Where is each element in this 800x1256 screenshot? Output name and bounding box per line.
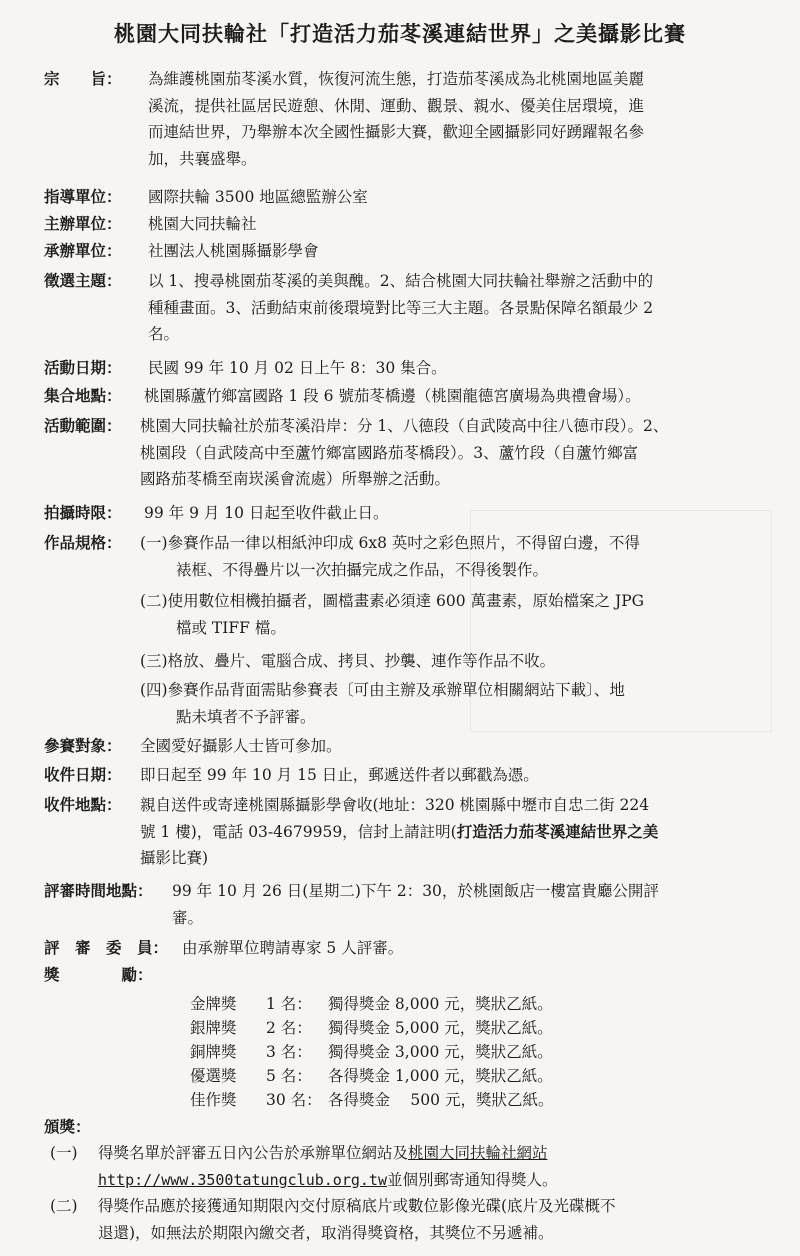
spec-item-4 xyxy=(140,677,790,730)
specs-label: 作品規格： xyxy=(44,533,122,552)
co-organizer-label: 承辦單位： xyxy=(44,241,122,260)
spec-item-1-number: (一) xyxy=(140,534,168,552)
prize-gold xyxy=(190,992,553,1016)
supervisor-label: 指導單位： xyxy=(44,187,122,206)
awards-item-1-number: (一) xyxy=(50,1144,78,1162)
prize-desc: 獨得獎金 5,000 元，獎狀乙紙。 xyxy=(328,1019,553,1037)
submit-place-text xyxy=(140,792,790,872)
awards-item-1 xyxy=(50,1140,790,1193)
awards-item-1-line xyxy=(50,1167,790,1194)
purpose-label: 宗 旨： xyxy=(44,69,122,88)
spec-item-1-text: 參賽作品一律以相紙沖印成 6x8 英吋之彩色照片，不得留白邊，不得 xyxy=(167,534,640,552)
prize-silver xyxy=(190,1016,553,1040)
submit-place-label: 收件地點： xyxy=(44,795,122,814)
themes-line: 種種畫面。3、活動結束前後環境對比等三大主題。各景點保障名額最少 2 xyxy=(148,298,654,317)
purpose-line: 而連結世界，乃舉辦本次全國性攝影大賽，歡迎全國攝影同好踴躍報名參 xyxy=(148,123,645,141)
prize-name: 金牌獎 xyxy=(190,995,237,1013)
submit-place-envelope-note: 打造活力茄苳溪連結世界之美 xyxy=(456,821,659,841)
spec-item-2-text: 使用數位相機拍攝者，圖檔畫素必須達 600 萬畫素，原始檔案之 JPG xyxy=(167,592,645,610)
prize-desc: 各得獎金 1,000 元，獎狀乙紙。 xyxy=(328,1067,553,1085)
spec-item-3-line xyxy=(140,648,790,675)
awards-item-1-line xyxy=(50,1140,790,1167)
themes-label: 徵選主題： xyxy=(44,271,122,290)
submit-place-line: 親自送件或寄達桃園縣攝影學會收(地址：320 桃園縣中壢市自忠二街 224 xyxy=(140,796,650,814)
supervisor-value: 國際扶輪 3500 地區總監辦公室 xyxy=(148,188,368,206)
prize-count: 30 名： xyxy=(266,1091,322,1109)
awards-item-2-line: 退還)，如無法於期限內繳交者，取消得獎資格，其獎位不另遞補。 xyxy=(98,1223,554,1242)
purpose-line: 為維護桃園茄苳溪水質，恢復河流生態，打造茄苳溪成為北桃園地區美麗 xyxy=(148,70,645,88)
shoot-period-value: 99 年 9 月 10 日起至收件截止日。 xyxy=(144,504,389,522)
prize-name: 優選獎 xyxy=(190,1067,237,1085)
prize-honorable xyxy=(190,1088,553,1112)
judges-value: 由承辦單位聘請專家 5 人評審。 xyxy=(182,939,404,957)
spec-item-1-line: 裱框、不得疊片以一次拍攝完成之作品，不得後製作。 xyxy=(176,560,549,579)
prize-name: 銅牌獎 xyxy=(190,1043,237,1061)
prize-merit xyxy=(190,1064,553,1088)
spec-item-1 xyxy=(140,530,790,583)
spec-item-4-line xyxy=(140,677,790,704)
prize-count: 1 名： xyxy=(266,995,312,1013)
prize-count: 2 名： xyxy=(266,1019,312,1037)
spec-item-3-text: 格放、疊片、電腦合成、拷貝、抄襲、連作等作品不收。 xyxy=(167,652,556,670)
shoot-period-label: 拍攝時限： xyxy=(44,503,122,522)
spec-item-4-text: 參賽作品背面需貼參賽表〔可由主辦及承辦單位相關網站下載〕、地 xyxy=(167,681,625,699)
purpose-line: 加，共襄盛舉。 xyxy=(148,149,257,168)
event-scope-line: 國路茄苳橋至南崁溪會流處）所舉辦之活動。 xyxy=(140,470,451,488)
event-scope-line: 桃園大同扶輪社於茄苳溪沿岸：分 1、八德段（自武陵高中往八德市段）。2、 xyxy=(140,417,669,435)
club-website-url[interactable]: http://www.3500tatungclub.org.tw xyxy=(98,1170,387,1189)
awards-label: 頒獎： xyxy=(44,1117,91,1136)
event-scope-line: 桃園段（自武陵高中至蘆竹鄉富國路茄苳橋段）。3、蘆竹段（自蘆竹鄉富 xyxy=(140,443,639,462)
judging-time-line: 99 年 10 月 26 日(星期二)下午 2：30，於桃園飯店一樓富貴廳公開評 xyxy=(172,882,659,900)
event-date-value: 民國 99 年 10 月 02 日上午 8：30 集合。 xyxy=(148,359,447,377)
purpose-text xyxy=(148,66,788,172)
awards-item-1-text: 得獎名單於評審五日內公告於承辦單位網站及 xyxy=(98,1144,409,1162)
document-title: 桃園大同扶輪社「打造活力茄苳溪連結世界」之美攝影比賽 xyxy=(114,21,686,46)
awards-item-1-text: 並個別郵寄通知得獎人。 xyxy=(386,1170,558,1189)
event-date-label: 活動日期： xyxy=(44,358,122,377)
spec-item-2 xyxy=(140,588,790,641)
submit-place-contact: 號 1 樓)，電話 03-4679959，信封上請註明( xyxy=(140,822,457,841)
spec-item-4-number: (四) xyxy=(140,681,168,699)
judging-time-label: 評審時間地點： xyxy=(44,881,153,900)
awards-club-site-link[interactable]: 桃園大同扶輪社網站 xyxy=(408,1144,548,1162)
awards-item-2-text: 得獎作品應於接獲通知期限內交付原稿底片或數位影像光碟(底片及光碟概不 xyxy=(98,1197,616,1215)
purpose-line: 溪流，提供社區居民遊憩、休閒、運動、觀景、親水、優美住居環境，進 xyxy=(148,96,645,115)
awards-item-2-line xyxy=(50,1193,790,1220)
judges-label: 評 審 委 員： xyxy=(44,938,169,957)
spec-item-1-line xyxy=(140,530,790,557)
prize-desc: 各得獎金 500 元，獎狀乙紙。 xyxy=(328,1091,554,1109)
themes-line: 名。 xyxy=(148,325,180,343)
prize-count: 3 名： xyxy=(266,1043,312,1061)
spec-item-2-number: (二) xyxy=(140,592,168,610)
organizer-value: 桃園大同扶輪社 xyxy=(148,215,257,233)
prize-bronze xyxy=(190,1040,553,1064)
prize-name: 佳作獎 xyxy=(190,1091,237,1109)
meeting-place-label: 集合地點： xyxy=(44,386,122,405)
spec-item-3-number: (三) xyxy=(140,652,168,670)
spec-item-3 xyxy=(140,648,790,675)
themes-line: 以 1、搜尋桃園茄苳溪的美與醜。2、結合桃園大同扶輪社舉辦之活動中的 xyxy=(148,272,654,290)
awards-item-2-number: (二) xyxy=(50,1197,78,1215)
event-scope-text xyxy=(140,413,792,493)
prize-desc: 獨得獎金 3,000 元，獎狀乙紙。 xyxy=(328,1043,553,1061)
prize-count: 5 名： xyxy=(266,1067,312,1085)
judging-time-text xyxy=(172,878,792,931)
prize-name: 銀牌獎 xyxy=(190,1019,237,1037)
submit-place-line: 攝影比賽) xyxy=(140,849,209,867)
spec-item-4-line: 點未填者不予評審。 xyxy=(176,707,316,726)
eligibility-label: 參賽對象： xyxy=(44,736,122,755)
prizes-label: 獎 勵： xyxy=(44,965,153,984)
judging-time-line: 審。 xyxy=(172,908,204,927)
eligibility-value: 全國愛好攝影人士皆可參加。 xyxy=(140,737,342,755)
prize-desc: 獨得獎金 8,000 元，獎狀乙紙。 xyxy=(328,995,553,1013)
submit-place-line xyxy=(140,819,790,846)
deadline-value: 即日起至 99 年 10 月 15 日止，郵遞送件者以郵戳為憑。 xyxy=(140,766,539,784)
meeting-place-value: 桃園縣蘆竹鄉富國路 1 段 6 號茄苳橋邊（桃園龍德宮廣場為典禮會場）。 xyxy=(144,387,641,405)
spec-item-2-line xyxy=(140,588,790,615)
co-organizer-value: 社團法人桃園縣攝影學會 xyxy=(148,242,319,260)
deadline-label: 收件日期： xyxy=(44,765,122,784)
organizer-label: 主辦單位： xyxy=(44,214,122,233)
spec-item-2-line: 檔或 TIFF 檔。 xyxy=(176,618,286,637)
event-scope-label: 活動範圍： xyxy=(44,416,122,435)
awards-item-2 xyxy=(50,1193,790,1246)
themes-text xyxy=(148,268,788,348)
